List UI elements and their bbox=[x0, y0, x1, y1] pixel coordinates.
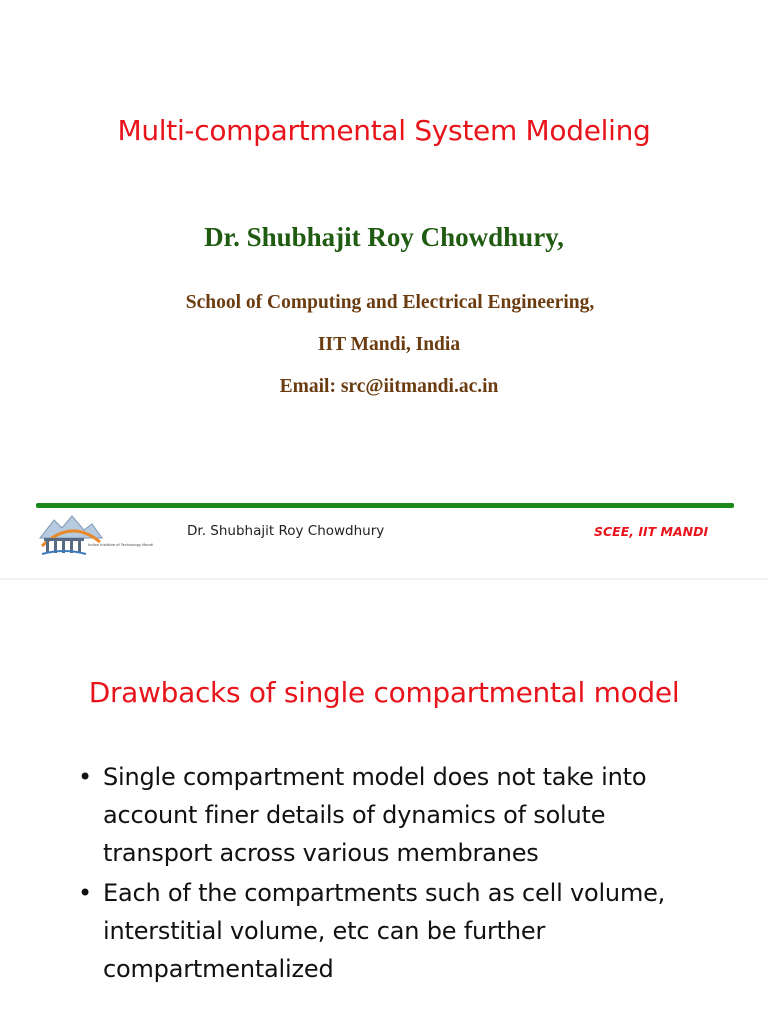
author-name: Dr. Shubhajit Roy Chowdhury, bbox=[204, 222, 564, 252]
bullet-text: Each of the compartments such as cell volume, interstitial volume, etc can be further compartmentalized bbox=[103, 879, 666, 983]
logo-text: Indian Institute of Technology Mandi bbox=[88, 543, 154, 547]
slide-drawbacks-heading: Drawbacks of single compartmental model bbox=[88, 676, 680, 709]
bullet-list bbox=[78, 758, 718, 990]
affiliation-school: School of Computing and Electrical Engineering, bbox=[185, 292, 595, 313]
footer-presenter-name: Dr. Shubhajit Roy Chowdhury bbox=[187, 523, 385, 539]
iit-mandi-logo bbox=[36, 512, 154, 562]
footer-divider bbox=[36, 503, 734, 508]
affiliation-institute: IIT Mandi, India bbox=[317, 334, 461, 355]
bullet-symbol: • bbox=[78, 763, 92, 791]
affiliation-email: Email: src@iitmandi.ac.in bbox=[279, 376, 499, 397]
bullet-symbol: • bbox=[78, 879, 92, 907]
bullet-text: Single compartment model does not take into account finer details of dynamics of solute transport across various membranes bbox=[103, 763, 647, 867]
bullet-item bbox=[78, 758, 718, 872]
footer-organization: SCEE, IIT MANDI bbox=[594, 524, 709, 539]
bullet-item bbox=[78, 874, 718, 988]
slide-drawbacks bbox=[0, 580, 768, 1024]
slide-title-heading: Multi-compartmental System Modeling bbox=[117, 114, 651, 147]
